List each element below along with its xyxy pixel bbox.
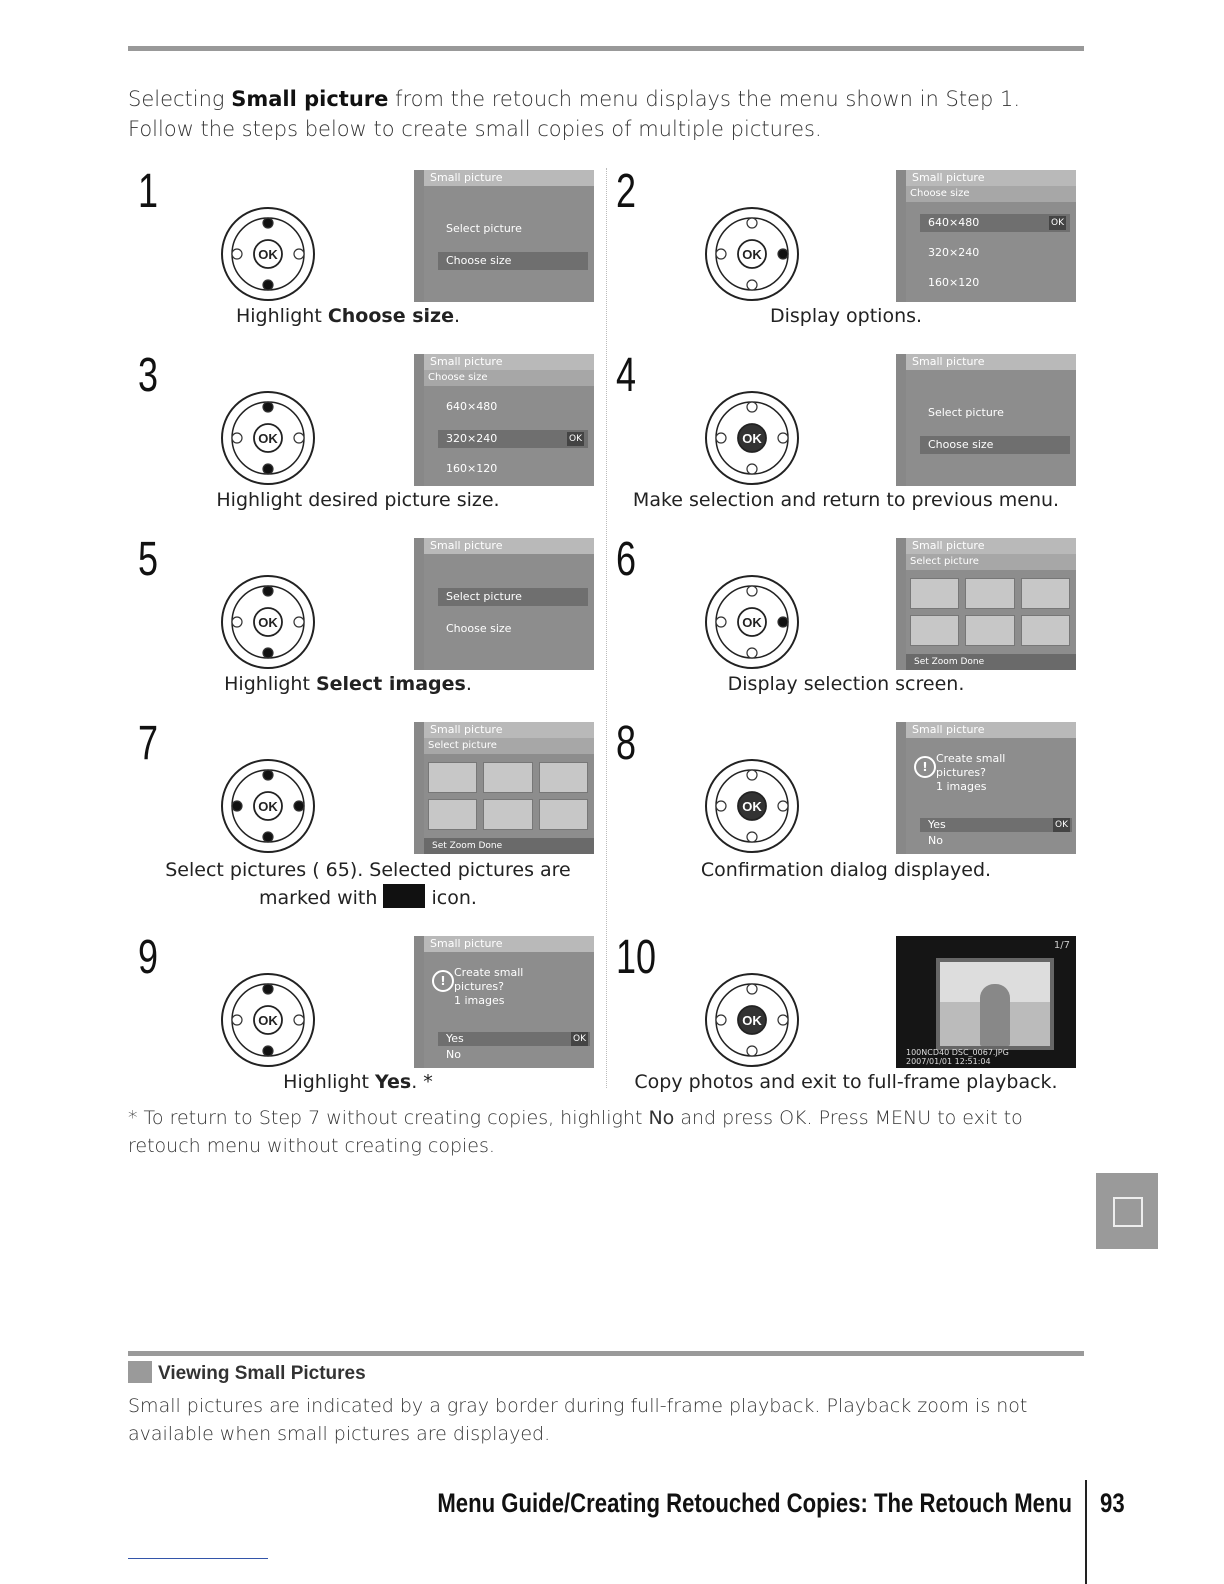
step-number: 1 bbox=[138, 165, 159, 218]
step-number: 6 bbox=[616, 533, 637, 586]
intro-bold: Small picture bbox=[231, 87, 389, 111]
multi-selector-graphic bbox=[702, 204, 802, 304]
intro-paragraph bbox=[128, 84, 1088, 144]
multi-selector-graphic bbox=[218, 388, 318, 488]
ok-tag: OK bbox=[1051, 218, 1064, 228]
multi-selector-icon bbox=[218, 756, 318, 856]
caption-text: Highlight bbox=[283, 1071, 375, 1093]
step-2 bbox=[616, 165, 1086, 348]
svg-text:OK: OK bbox=[258, 615, 278, 630]
note-rule bbox=[128, 1351, 1084, 1356]
step-3 bbox=[138, 349, 608, 532]
multi-selector-graphic bbox=[702, 970, 802, 1070]
screen-title: Small picture bbox=[906, 354, 1076, 370]
camera-screen bbox=[896, 538, 1076, 670]
thumbnail bbox=[965, 578, 1014, 609]
note-heading bbox=[128, 1360, 366, 1388]
camera-screen bbox=[414, 936, 594, 1068]
page-number: 93 bbox=[1100, 1488, 1125, 1518]
menu-tab-strip bbox=[896, 722, 906, 854]
step-10 bbox=[616, 931, 1086, 1114]
photo-info-line: 2007/01/01 12:51:04 bbox=[906, 1057, 991, 1066]
step-caption bbox=[138, 856, 598, 912]
footnote-text: * To return to Step 7 without creating copies, highlight bbox=[128, 1107, 649, 1129]
multi-selector-icon bbox=[702, 204, 802, 304]
multi-selector-graphic bbox=[218, 970, 318, 1070]
menu-tab-strip bbox=[896, 354, 906, 486]
multi-selector-icon bbox=[702, 572, 802, 672]
step-7 bbox=[138, 717, 608, 909]
option-label: Yes bbox=[928, 818, 946, 831]
dialog-line: pictures? bbox=[936, 766, 986, 779]
camera-screen bbox=[896, 170, 1076, 302]
camera-screen bbox=[414, 722, 594, 854]
footnote-text-end: and press OK. Press MENU to exit to retouch menu without creating copies. bbox=[128, 1107, 1023, 1157]
dialog-line: 1 images bbox=[936, 780, 987, 793]
size-option bbox=[438, 430, 588, 448]
screen-title: Small picture bbox=[906, 722, 1076, 738]
svg-text:OK: OK bbox=[742, 431, 762, 446]
dialog-line: pictures? bbox=[454, 980, 504, 993]
step-caption bbox=[198, 1068, 518, 1096]
thumbnail bbox=[483, 762, 532, 793]
frame-count: 1/7 bbox=[1053, 940, 1070, 951]
dialog-option-yes bbox=[920, 818, 1072, 832]
caption-end: . bbox=[453, 305, 461, 327]
thumbnail bbox=[910, 578, 959, 609]
menu-tab-strip bbox=[414, 170, 424, 302]
multi-selector-icon bbox=[702, 388, 802, 488]
screen-title: Small picture bbox=[424, 936, 594, 952]
footer-separator bbox=[1085, 1480, 1087, 1584]
caption-bold: Select images bbox=[315, 673, 466, 695]
screen-subtitle: Select picture bbox=[906, 554, 1076, 570]
svg-text:OK: OK bbox=[258, 799, 278, 814]
screen-title: Small picture bbox=[424, 354, 594, 370]
photo-figure bbox=[980, 984, 1010, 1046]
intro-text: Selecting bbox=[128, 87, 232, 111]
screen-body bbox=[424, 554, 594, 670]
svg-text:OK: OK bbox=[742, 615, 762, 630]
pencil-note-icon bbox=[128, 1361, 152, 1383]
step-4 bbox=[616, 349, 1086, 532]
screen-title: Small picture bbox=[424, 722, 594, 738]
thumbnail bbox=[1021, 615, 1070, 646]
step-number: 3 bbox=[138, 349, 159, 402]
step-caption: Make selection and return to previous menu. bbox=[632, 489, 1060, 511]
screen-subtitle: Select picture bbox=[424, 738, 594, 754]
multi-selector-graphic bbox=[218, 756, 318, 856]
dialog-line: Create small bbox=[936, 752, 1006, 765]
caption-end: . bbox=[465, 673, 472, 695]
multi-selector-graphic bbox=[702, 756, 802, 856]
multi-selector-graphic bbox=[218, 572, 318, 672]
screen-title: Small picture bbox=[424, 538, 594, 554]
size-option: 640×480 bbox=[446, 400, 498, 413]
camera-screen bbox=[414, 538, 594, 670]
thumbnail bbox=[539, 799, 588, 830]
multi-selector-icon bbox=[218, 572, 318, 672]
step-caption bbox=[198, 670, 498, 698]
dialog-option-no: No bbox=[928, 834, 943, 847]
screen-title: Small picture bbox=[906, 538, 1076, 554]
thumbnail-grid bbox=[428, 762, 588, 830]
option-label: Yes bbox=[446, 1032, 464, 1045]
thumbnail bbox=[965, 615, 1014, 646]
top-rule bbox=[128, 46, 1084, 51]
size-label: 320×240 bbox=[446, 432, 498, 445]
menu-tab-strip bbox=[414, 936, 424, 1068]
step-caption: Display options. bbox=[769, 305, 923, 327]
svg-text:OK: OK bbox=[258, 431, 278, 446]
intro-text-end: from the retouch menu displays the menu shown in Step 1. Follow the steps below to create small copies of multiple pictures. bbox=[128, 87, 1021, 141]
warning-icon: ! bbox=[914, 756, 936, 778]
thumbnail bbox=[428, 762, 477, 793]
multi-selector-graphic bbox=[702, 572, 802, 672]
camera-screen bbox=[414, 354, 594, 486]
photo-info bbox=[906, 1048, 1072, 1066]
dialog-option-no: No bbox=[446, 1048, 461, 1061]
retouch-menu-tab bbox=[1096, 1173, 1158, 1249]
dialog-line: Create small bbox=[454, 966, 524, 979]
caption-text: Highlight bbox=[224, 673, 316, 695]
screen-title: Small picture bbox=[424, 170, 594, 186]
step-number: 7 bbox=[138, 717, 159, 770]
multi-selector-icon bbox=[218, 970, 318, 1070]
step-number: 5 bbox=[138, 533, 159, 586]
step-1 bbox=[138, 165, 608, 348]
step-number: 10 bbox=[616, 931, 657, 984]
thumbnail-grid bbox=[910, 578, 1070, 646]
menu-item-select-picture: Select picture bbox=[438, 588, 588, 606]
step-caption: Copy photos and exit to full-frame playback. bbox=[634, 1071, 1058, 1093]
thumbnail bbox=[1021, 578, 1070, 609]
screen-title: Small picture bbox=[906, 170, 1076, 186]
menu-item-select-picture: Select picture bbox=[446, 222, 522, 235]
multi-selector-icon bbox=[702, 756, 802, 856]
thumbnail bbox=[428, 799, 477, 830]
running-footer-title: Menu Guide/Creating Retouched Copies: The Retouch Menu bbox=[437, 1488, 1072, 1518]
multi-selector-graphic bbox=[218, 204, 318, 304]
note-body: Small pictures are indicated by a gray border during full-frame playback. Playback zoom is not available when small pictures are displayed. bbox=[128, 1395, 1028, 1445]
screen-body bbox=[424, 186, 594, 302]
menu-tab-strip bbox=[414, 538, 424, 670]
step-caption: Display selection screen. bbox=[727, 673, 965, 695]
caption-bold: Choose size bbox=[327, 305, 454, 327]
step-caption: Confirmation dialog displayed. bbox=[700, 859, 992, 881]
footnote-bold: No bbox=[648, 1107, 675, 1129]
photo-thumbnail bbox=[936, 958, 1054, 1050]
warning-icon: ! bbox=[432, 970, 454, 992]
step-9 bbox=[138, 931, 608, 1114]
multi-selector-icon bbox=[702, 970, 802, 1070]
caption-line bbox=[138, 884, 598, 912]
thumbnail bbox=[539, 762, 588, 793]
camera-screen bbox=[896, 722, 1076, 854]
caption-line: Select pictures ( 65). Selected pictures are bbox=[165, 859, 571, 881]
menu-item-select-picture: Select picture bbox=[928, 406, 1004, 419]
menu-tab-strip bbox=[896, 538, 906, 670]
menu-tab-strip bbox=[896, 170, 906, 302]
retouch-icon bbox=[1113, 1197, 1143, 1227]
step-8 bbox=[616, 717, 1086, 900]
svg-text:OK: OK bbox=[258, 247, 278, 262]
menu-item-choose-size: Choose size bbox=[438, 252, 588, 270]
caption-end: icon. bbox=[425, 887, 477, 909]
photo-info-line: 100NCD40 DSC_0067.JPG bbox=[906, 1048, 1009, 1057]
step-number: 9 bbox=[138, 931, 159, 984]
playback-screen bbox=[896, 936, 1076, 1068]
step-number: 4 bbox=[616, 349, 637, 402]
screen-footer: Set Zoom Done bbox=[424, 838, 594, 854]
menu-item-choose-size: Choose size bbox=[920, 436, 1070, 454]
multi-selector-icon bbox=[218, 204, 318, 304]
note-title-text: Viewing Small Pictures bbox=[158, 1363, 366, 1384]
thumbnail bbox=[910, 615, 959, 646]
step-5 bbox=[138, 533, 608, 716]
size-label: 640×480 bbox=[928, 216, 980, 229]
svg-text:OK: OK bbox=[742, 799, 762, 814]
caption-text: marked with bbox=[259, 887, 384, 909]
step-caption: Highlight desired picture size. bbox=[216, 489, 500, 511]
camera-screen bbox=[414, 170, 594, 302]
step-number: 8 bbox=[616, 717, 637, 770]
screen-body bbox=[906, 370, 1076, 486]
svg-text:OK: OK bbox=[258, 1013, 278, 1028]
ok-tag: OK bbox=[1055, 820, 1068, 830]
size-option: 160×120 bbox=[928, 276, 980, 289]
bottom-rule bbox=[128, 1558, 268, 1559]
thumbnail bbox=[483, 799, 532, 830]
caption-text: Highlight bbox=[235, 305, 328, 327]
ok-tag: OK bbox=[569, 434, 582, 444]
size-option: 320×240 bbox=[928, 246, 980, 259]
dialog-text bbox=[936, 752, 1066, 794]
menu-tab-strip bbox=[414, 722, 424, 854]
svg-text:OK: OK bbox=[742, 1013, 762, 1028]
svg-text:OK: OK bbox=[742, 247, 762, 262]
step-6 bbox=[616, 533, 1086, 716]
screen-footer: Set Zoom Done bbox=[906, 654, 1076, 670]
screen-subtitle: Choose size bbox=[906, 186, 1076, 202]
dialog-line: 1 images bbox=[454, 994, 505, 1007]
multi-selector-graphic bbox=[702, 388, 802, 488]
ok-tag: OK bbox=[573, 1034, 586, 1044]
dialog-option-yes bbox=[438, 1032, 590, 1046]
caption-bold: Yes bbox=[375, 1071, 412, 1093]
menu-item-choose-size: Choose size bbox=[446, 622, 512, 635]
footnote bbox=[128, 1104, 1088, 1160]
step-caption bbox=[198, 302, 498, 330]
caption-end: . * bbox=[411, 1071, 433, 1093]
small-picture-icon bbox=[383, 884, 425, 908]
size-option bbox=[920, 214, 1070, 232]
menu-tab-strip bbox=[414, 354, 424, 486]
dialog-text bbox=[454, 966, 584, 1008]
multi-selector-icon bbox=[218, 388, 318, 488]
step-number: 2 bbox=[616, 165, 637, 218]
size-option: 160×120 bbox=[446, 462, 498, 475]
camera-screen bbox=[896, 354, 1076, 486]
screen-subtitle: Choose size bbox=[424, 370, 594, 386]
